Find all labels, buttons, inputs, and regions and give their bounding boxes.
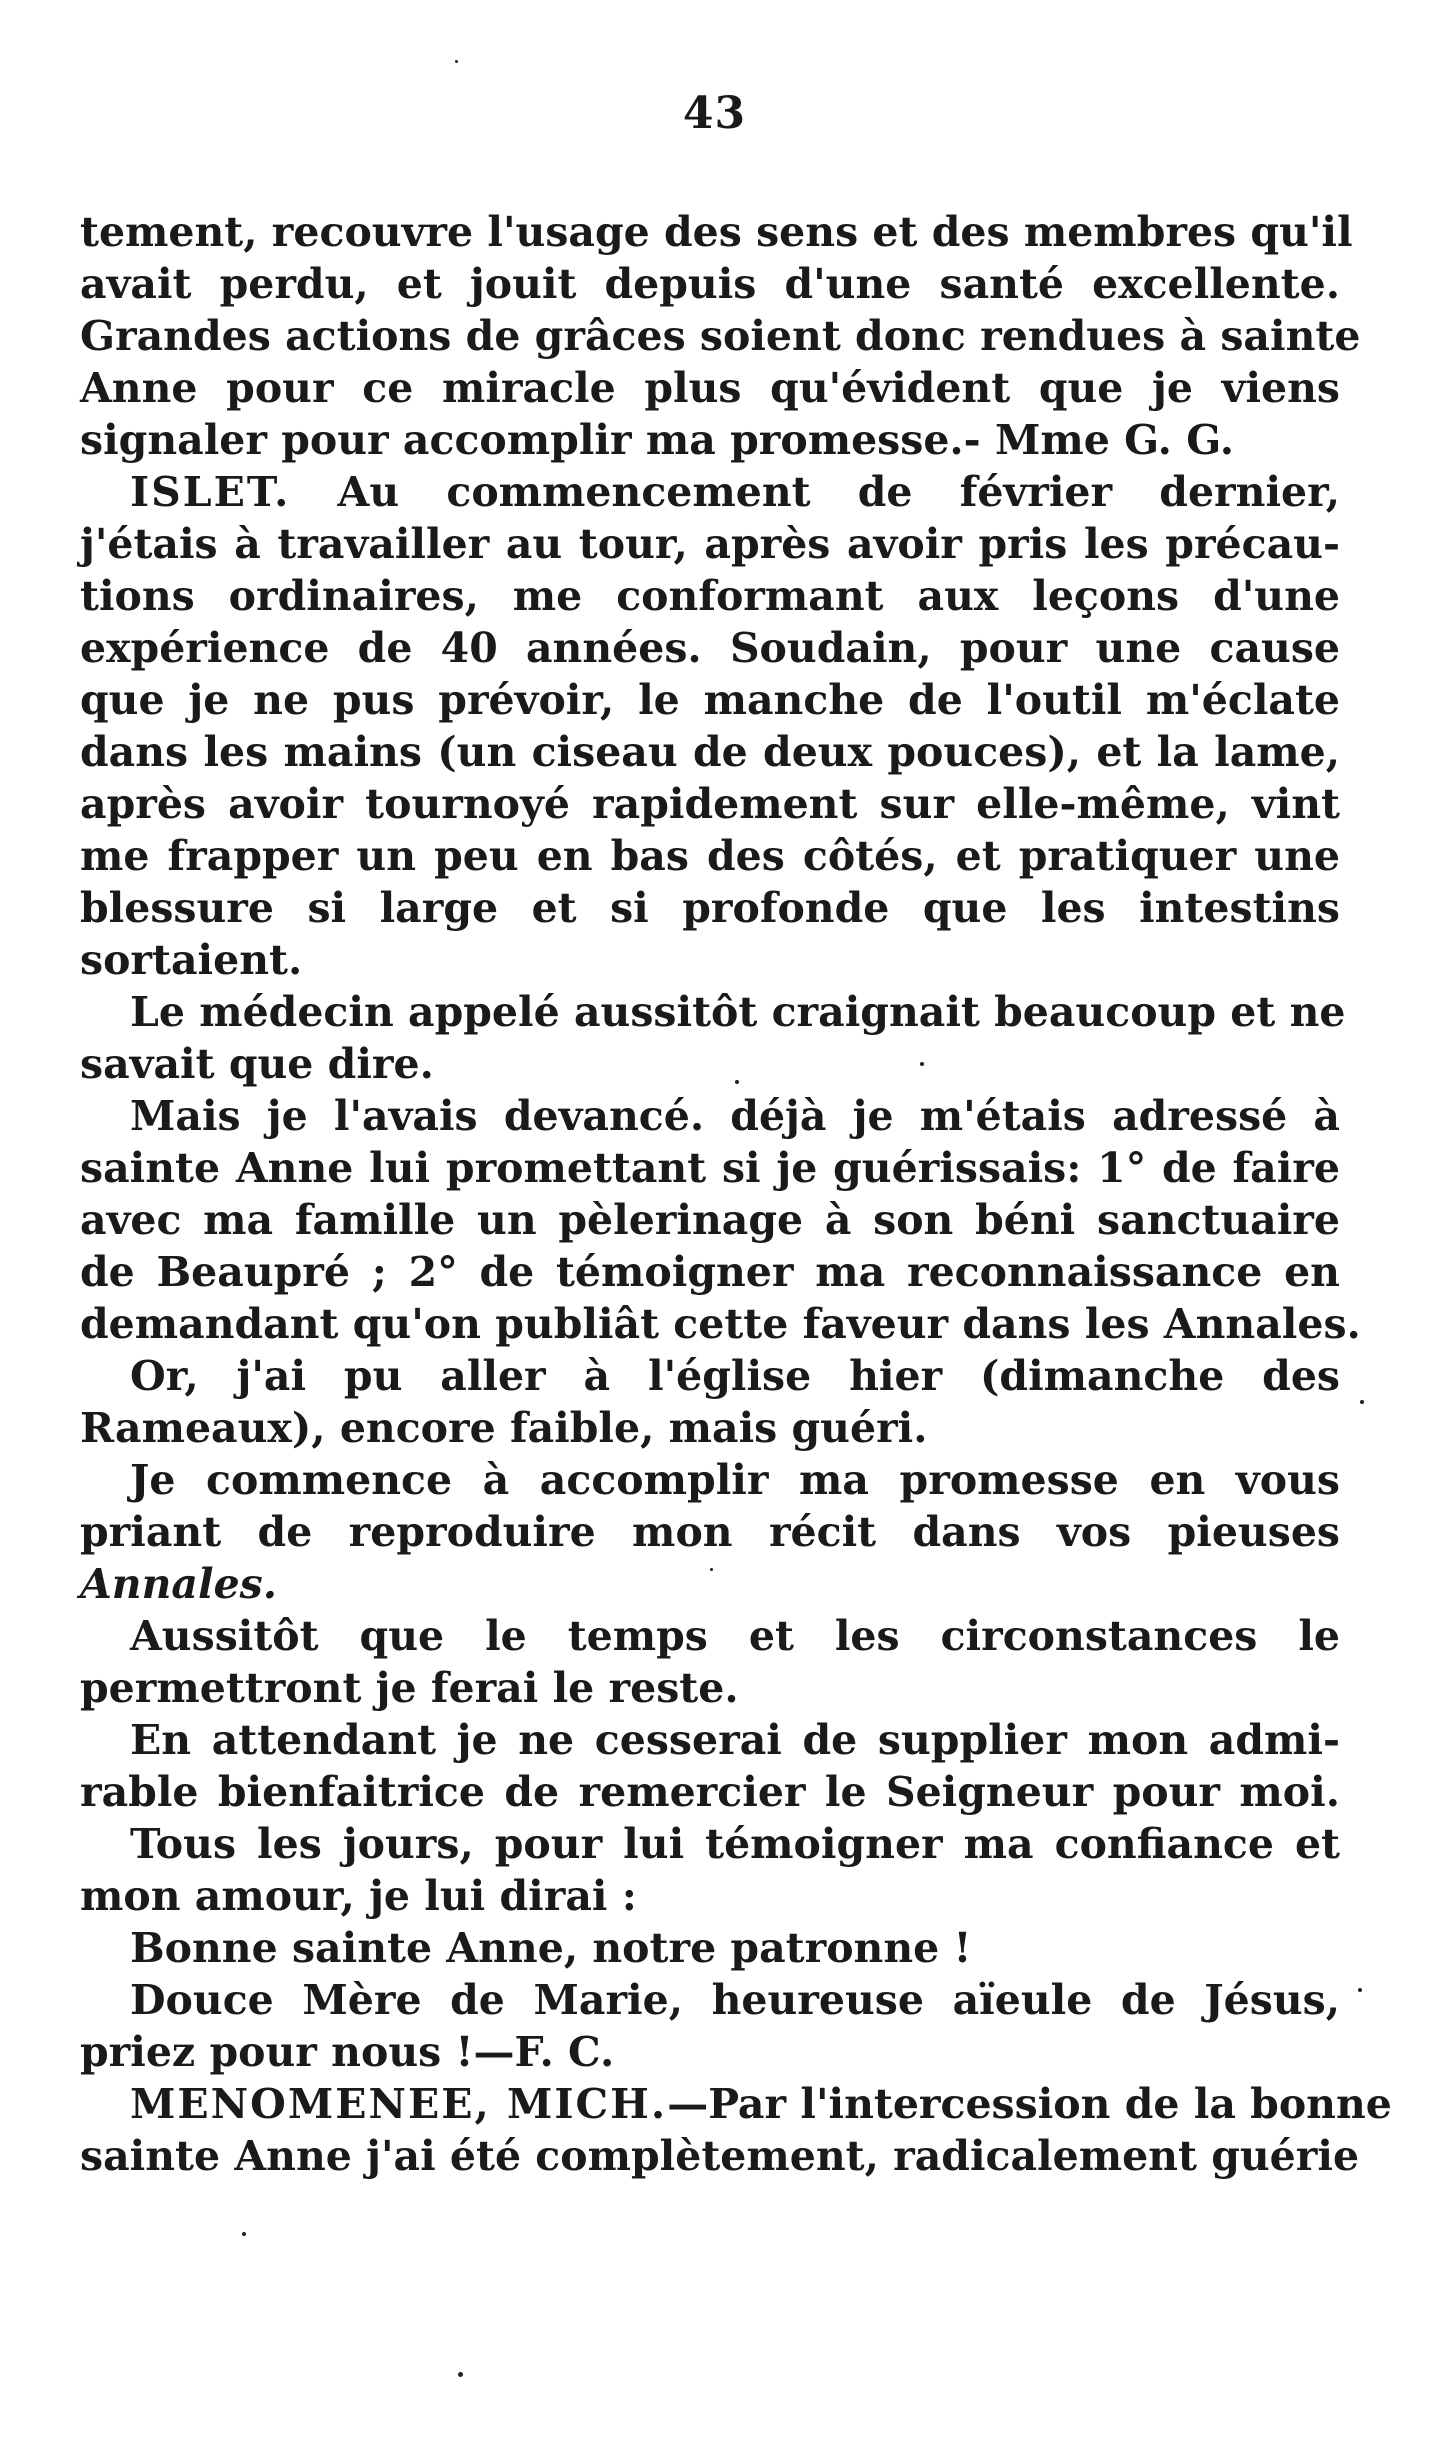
text-line: avec ma famille un pèlerinage à son béni sanctuaire — [80, 1196, 1340, 1244]
text-line-rest: Au commencement de février dernier, — [290, 468, 1340, 516]
text-line: sainte Anne lui promettant si je guérissais: 1° de faire — [80, 1144, 1340, 1192]
body-text — [80, 206, 1392, 2182]
text-line: Or, j'ai pu aller à l'église hier (dimanche des — [130, 1352, 1340, 1400]
text-line: En attendant je ne cesserai de supplier mon admi- — [130, 1716, 1340, 1764]
text-line: mon amour, je lui dirai : — [80, 1872, 637, 1920]
scan-speck — [1360, 1400, 1364, 1404]
text-line: j'étais à travailler au tour, après avoir pris les précau- — [80, 520, 1340, 568]
place-heading-islet: ISLET. — [130, 468, 291, 516]
text-line — [80, 466, 1340, 518]
scan-speck — [710, 1568, 713, 1571]
scan-speck — [920, 1062, 924, 1066]
text-line: sainte Anne j'ai été complètement, radicalement guérie — [80, 2132, 1360, 2180]
text-line: Tous les jours, pour lui témoigner ma confiance et — [130, 1820, 1340, 1868]
text-line: Bonne sainte Anne, notre patronne ! — [130, 1924, 972, 1972]
text-line: tions ordinaires, me conformant aux leçons d'une — [80, 572, 1340, 620]
text-line: tement, recouvre l'usage des sens et des membres qu'il — [80, 208, 1353, 256]
place-heading-menomenee: MENOMENEE, MICH. — [130, 2080, 668, 2128]
text-line-rest: —Par l'intercession de la bonne — [667, 2080, 1392, 2128]
text-line: priant de reproduire mon récit dans vos pieuses — [80, 1508, 1340, 1556]
text-line: avait perdu, et jouit depuis d'une santé excellente. — [80, 260, 1340, 308]
text-line: Mais je l'avais devancé. déjà je m'étais adressé à — [130, 1092, 1340, 1140]
text-line: dans les mains (un ciseau de deux pouces), et la lame, — [80, 728, 1340, 776]
scan-speck — [455, 60, 458, 63]
text-line: savait que dire. — [80, 1040, 434, 1088]
scan-speck — [735, 1080, 739, 1084]
text-line: Rameaux), encore faible, mais guéri. — [80, 1404, 928, 1452]
text-line: Annales. — [80, 1560, 278, 1608]
text-line: sortaient. — [80, 936, 303, 984]
text-line: de Beaupré ; 2° de témoigner ma reconnaissance en — [80, 1248, 1340, 1296]
text-line: Douce Mère de Marie, heureuse aïeule de Jésus, — [130, 1976, 1340, 2024]
text-line: blessure si large et si profonde que les intestins — [80, 884, 1340, 932]
text-line: Anne pour ce miracle plus qu'évident que je viens — [80, 364, 1340, 412]
text-line: priez pour nous !—F. C. — [80, 2028, 615, 2076]
text-line: Aussitôt que le temps et les circonstances le — [130, 1612, 1340, 1660]
text-line: signaler pour accomplir ma promesse.- Mme G. G. — [80, 416, 1235, 464]
text-line: après avoir tournoyé rapidement sur elle-même, vint — [80, 780, 1340, 828]
scan-speck — [458, 2372, 463, 2377]
text-line: Le médecin appelé aussitôt craignait beaucoup et ne — [130, 988, 1346, 1036]
text-line — [80, 2078, 1392, 2130]
text-line: rable bienfaitrice de remercier le Seigneur pour moi. — [80, 1768, 1340, 1816]
text-line: permettront je ferai le reste. — [80, 1664, 739, 1712]
scan-speck — [242, 2232, 246, 2236]
text-line: demandant qu'on publiât cette faveur dans les Annales. — [80, 1300, 1361, 1348]
scan-speck — [1358, 1988, 1362, 1992]
text-line: me frapper un peu en bas des côtés, et pratiquer une — [80, 832, 1340, 880]
text-line: Grandes actions de grâces soient donc rendues à sainte — [80, 312, 1361, 360]
text-line: expérience de 40 années. Soudain, pour une cause — [80, 624, 1340, 672]
page-number: 43 — [682, 88, 747, 139]
text-line: que je ne pus prévoir, le manche de l'outil m'éclate — [80, 676, 1340, 724]
text-line: Je commence à accomplir ma promesse en vous — [130, 1456, 1340, 1504]
